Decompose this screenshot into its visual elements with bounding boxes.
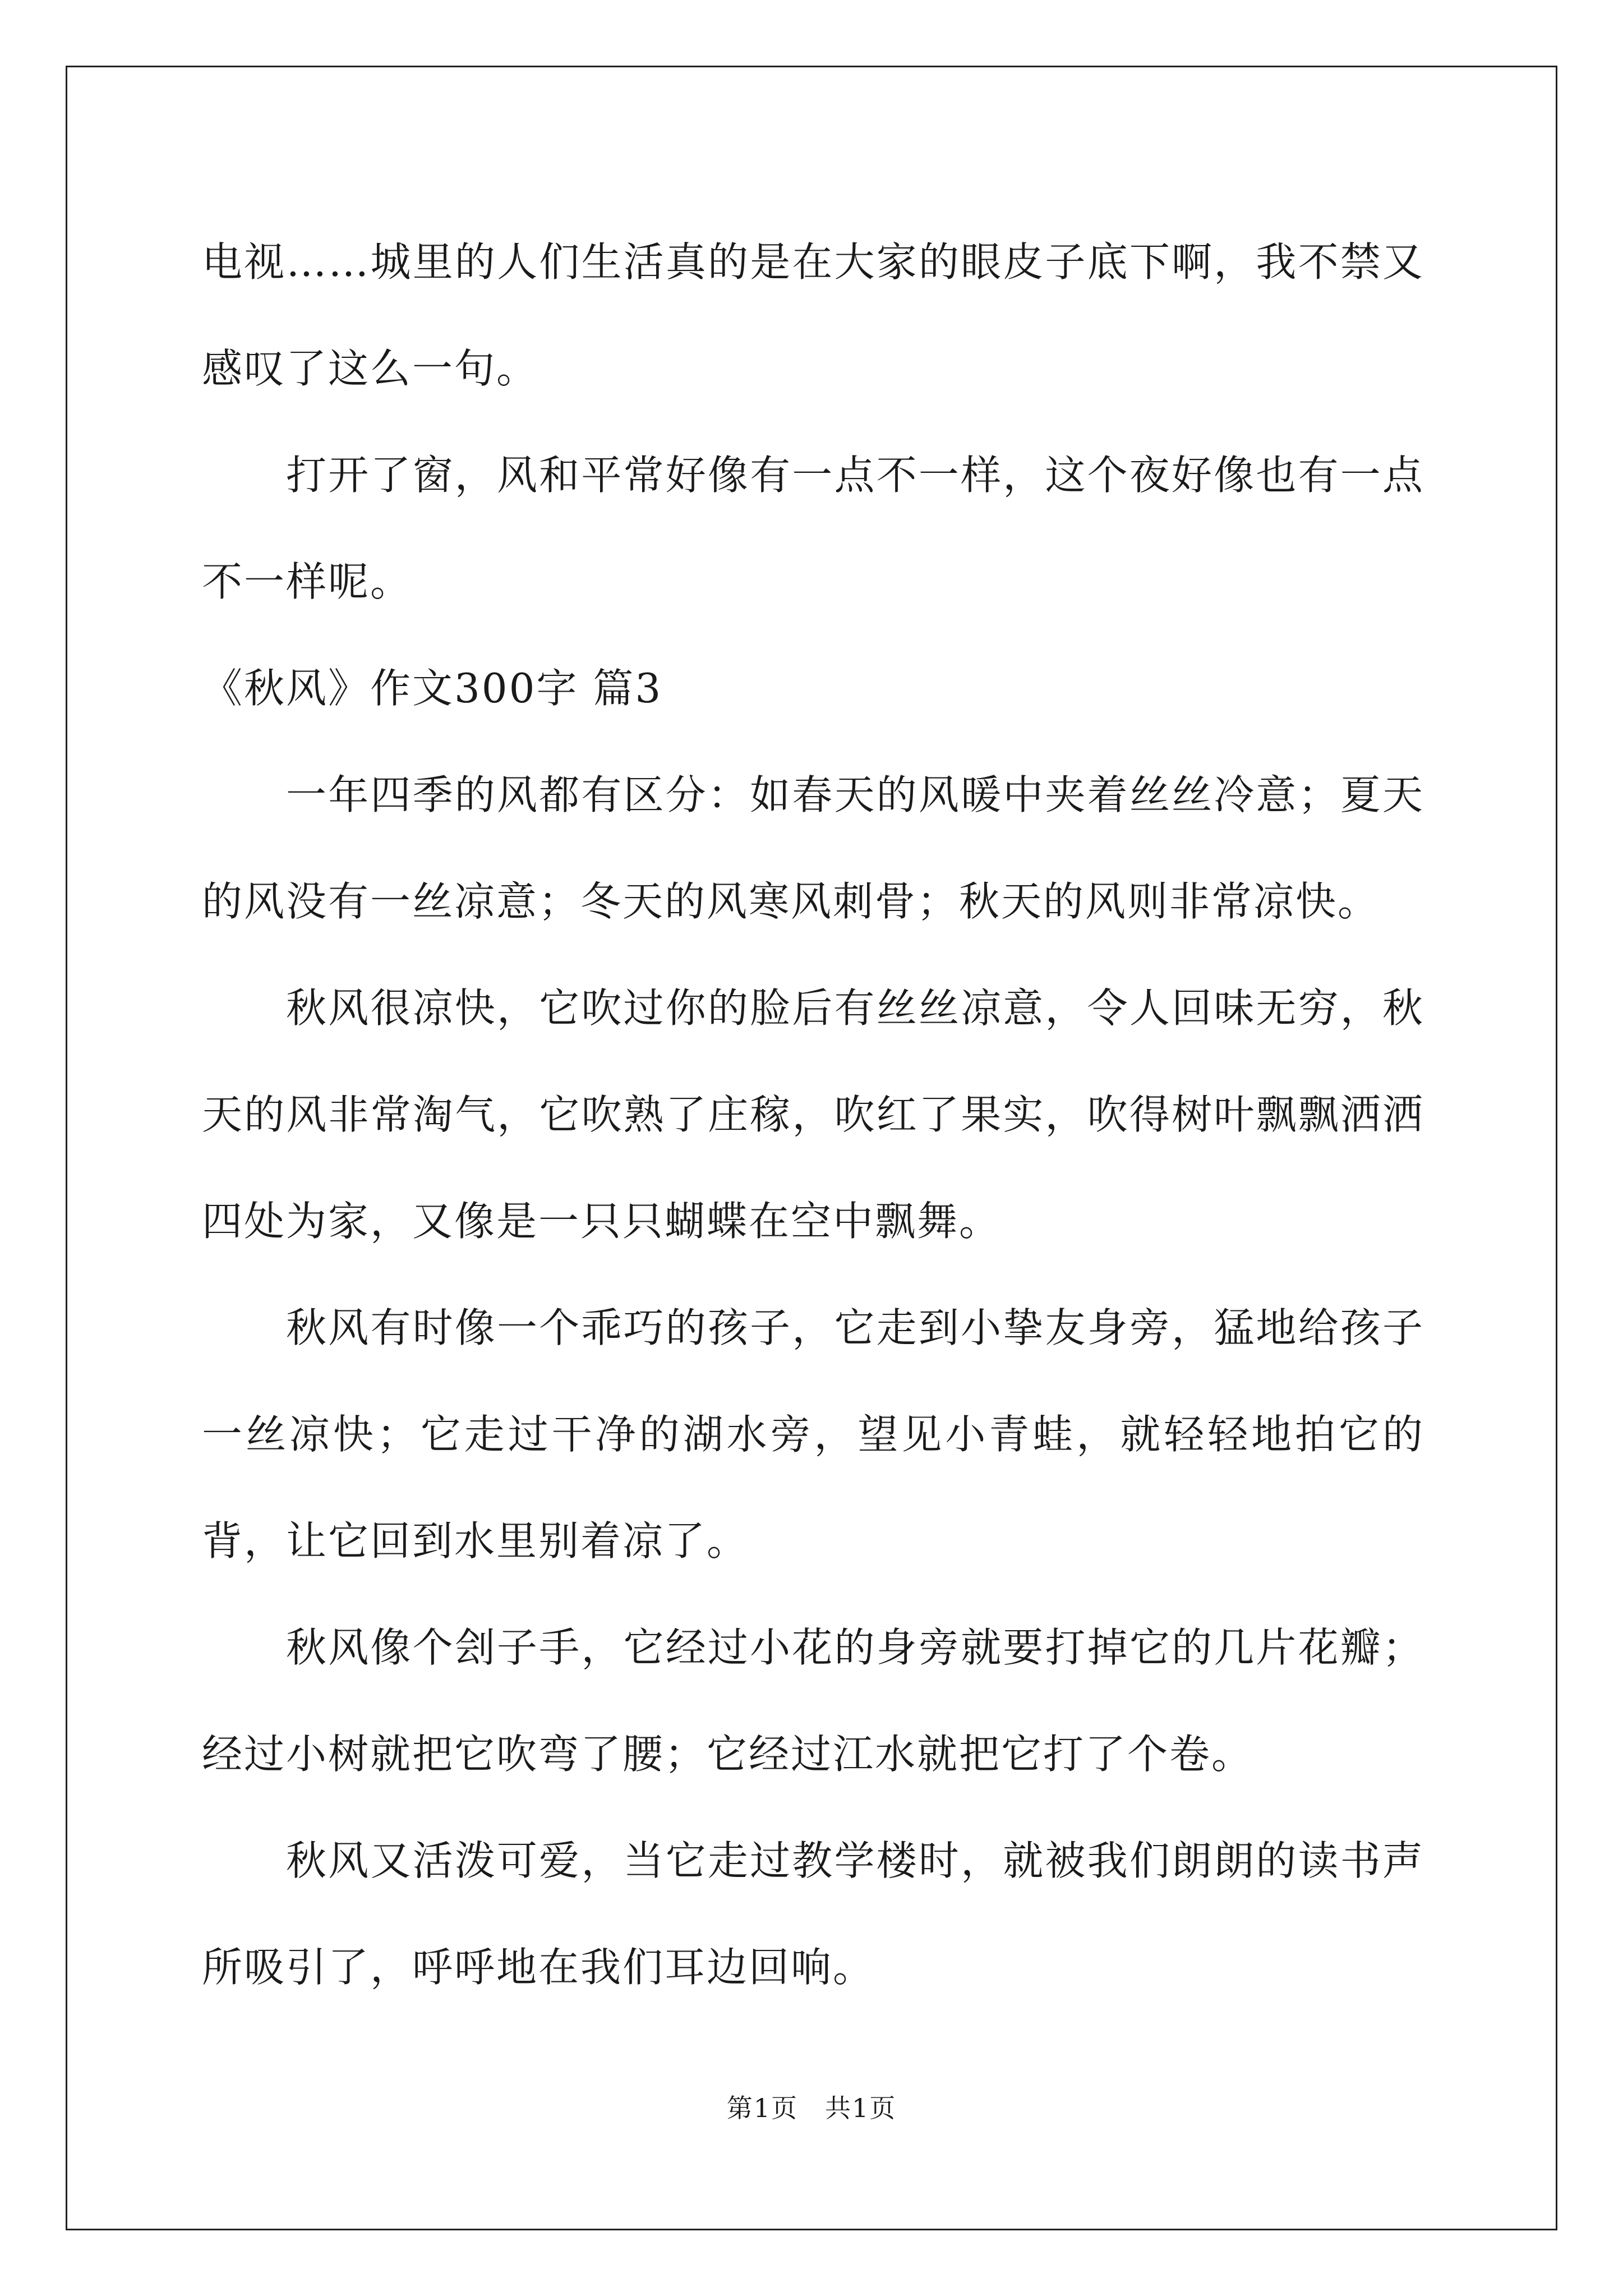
paragraph-cool-autumn-wind: 秋风很凉快，它吹过你的脸后有丝丝凉意，令人回味无穷，秋天的风非常淘气，它吹熟了庄稼，吹红了果实，吹得树叶飘飘洒洒四处为家，又像是一只只蝴蝶在空中飘舞。 bbox=[202, 984, 1424, 1245]
paragraph-four-seasons-wind: 一年四季的风都有区分：如春天的风暖中夹着丝丝冷意；夏天的风没有一丝凉意；冬天的风寒风刺骨；秋天的风则非常凉快。 bbox=[202, 771, 1424, 925]
paragraph-wind-like-child: 秋风有时像一个乖巧的孩子，它走到小挚友身旁，猛地给孩子一丝凉快；它走过干净的湖水旁，望见小青蛙，就轻轻地拍它的背，让它回到水里别着凉了。 bbox=[202, 1304, 1424, 1565]
page-number-footer: 第1页 共1页 bbox=[726, 2093, 897, 2123]
paragraph-lively-wind: 秋风又活泼可爱，当它走过教学楼时，就被我们朗朗的读书声所吸引了，呼呼地在我们耳边回响。 bbox=[202, 1837, 1424, 1991]
paragraph-tv-continuation: 电视……城里的人们生活真的是在大家的眼皮子底下啊，我不禁又感叹了这么一句。 bbox=[202, 238, 1424, 392]
essay-section-heading: 《秋风》作文300字 篇3 bbox=[202, 665, 663, 712]
paragraph-wind-like-executioner: 秋风像个刽子手，它经过小花的身旁就要打掉它的几片花瓣；经过小树就把它吹弯了腰；它经过江水就把它打了个卷。 bbox=[202, 1624, 1424, 1778]
paragraph-opened-window: 打开了窗，风和平常好像有一点不一样，这个夜好像也有一点不一样呢。 bbox=[202, 452, 1424, 605]
document-body bbox=[202, 209, 1424, 2021]
